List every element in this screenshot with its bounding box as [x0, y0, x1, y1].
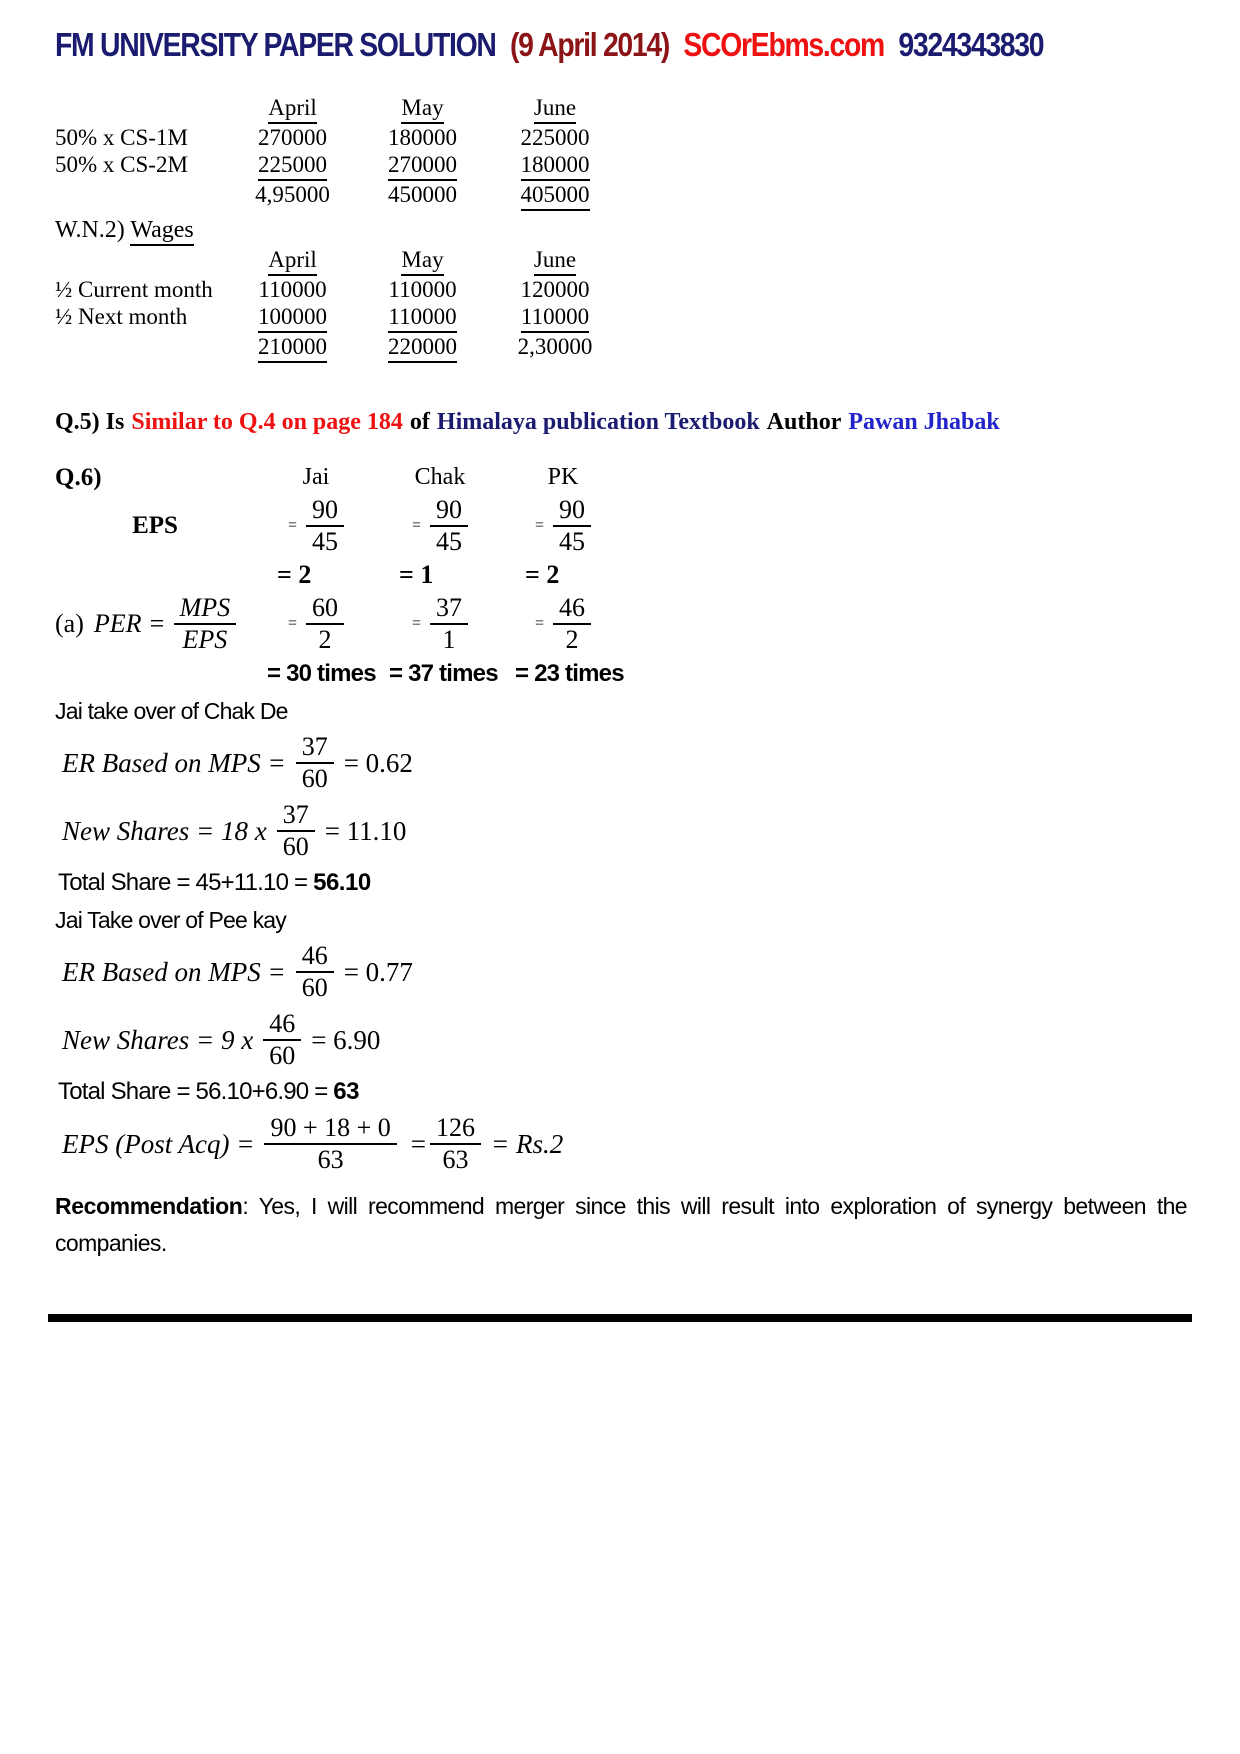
per-result-row — [55, 660, 1240, 688]
per-result-pk: = 23 times — [515, 660, 624, 687]
q5-author-name: Pawan Jhabak — [848, 409, 1000, 435]
empty-cell — [55, 94, 230, 124]
total-value: 2,30000 — [517, 334, 593, 359]
per-formula: (a) PER = MPS EPS — [55, 594, 255, 654]
new-shares-label: New Shares = 9 x — [62, 1024, 254, 1055]
cell-value: 180000 — [388, 125, 457, 150]
empty-cell — [55, 181, 230, 211]
eps-fraction-chak: = $\frac{90}{45}$ — [377, 496, 503, 556]
row-label: ½ Next month — [55, 304, 188, 329]
col-header-april: April — [230, 94, 355, 124]
new-shares-pk-line: New Shares = 9 x $\frac{46}{60}$ = 6.90 — [62, 1009, 381, 1070]
er-label: ER Based on MPS = — [62, 956, 286, 987]
cell-value: 100000 — [230, 303, 355, 333]
cs-table-header-row — [55, 94, 1240, 124]
total-share-pk-line — [58, 1078, 1240, 1106]
er-result: = 0.62 — [343, 747, 413, 778]
table-row — [55, 151, 1240, 181]
q5-textbook: Himalaya publication Textbook — [436, 409, 760, 435]
er-chak-line: ER Based on MPS = $\frac{37}{60}$ = 0.62 — [62, 732, 413, 793]
total-share-value: 63 — [333, 1078, 359, 1105]
per-result-chak: = 37 times — [389, 660, 498, 687]
q6-company-header-row — [55, 464, 1240, 492]
col-header-may: May — [355, 94, 490, 124]
q5-author-word: Author — [766, 409, 842, 435]
title-phone: 9324343830 — [898, 26, 1044, 63]
er-result: = 0.77 — [343, 956, 413, 987]
per-fraction-pk: = $\frac{46}{2}$ — [503, 594, 623, 654]
wages-header-row — [55, 246, 1240, 276]
takeover-chak-heading: Jai take over of Chak De — [55, 698, 288, 724]
col-header-june: June — [490, 246, 620, 276]
er-label: ER Based on MPS = — [62, 747, 286, 778]
table-row — [55, 276, 1240, 303]
company-jai: Jai — [302, 464, 330, 490]
row-label: ½ Current month — [55, 277, 213, 302]
table-total-row — [55, 333, 1240, 363]
total-share-label: Total Share = 56.10+6.90 = — [58, 1078, 334, 1105]
takeover-pk-heading: Jai Take over of Pee kay — [55, 907, 286, 933]
cell-value: 225000 — [230, 151, 355, 181]
q5-prefix: Q.5) Is — [55, 409, 125, 435]
wages-heading — [55, 217, 1240, 244]
table-row — [55, 303, 1240, 333]
new-shares-label: New Shares = 18 x — [62, 815, 267, 846]
per-prefix: (a) — [55, 609, 84, 638]
per-result-jai: = 30 times — [267, 660, 376, 687]
wages-heading-prefix: W.N.2) — [55, 217, 125, 243]
col-header-june: June — [490, 94, 620, 124]
cell-value: 270000 — [355, 151, 490, 181]
company-chak: Chak — [414, 464, 466, 490]
eps-post-label: EPS (Post Acq) = — [62, 1128, 255, 1159]
recommendation-label: Recommendation — [55, 1193, 243, 1219]
equals-sign: = — [410, 1128, 426, 1159]
table-total-row — [55, 181, 1240, 211]
cell-value: 270000 — [258, 125, 327, 150]
eps-result-chak: = 1 — [399, 560, 434, 589]
wages-heading-word: Wages — [130, 217, 193, 246]
er-pk-line: ER Based on MPS = $\frac{46}{60}$ = 0.77 — [62, 941, 413, 1002]
new-shares-result: = 11.10 — [324, 815, 407, 846]
empty-cell — [55, 333, 230, 363]
per-label: PER = — [93, 609, 166, 638]
total-share-chak-line — [58, 869, 1240, 897]
total-value: 405000 — [490, 181, 620, 211]
empty-cell — [55, 560, 255, 590]
per-fraction-jai: = $\frac{60}{2}$ — [255, 594, 377, 654]
total-value: 210000 — [230, 333, 355, 363]
col-header-may: May — [355, 246, 490, 276]
q5-of: of — [409, 409, 430, 435]
eps-label: EPS — [132, 512, 178, 539]
eps-result-jai: = 2 — [277, 560, 312, 589]
per-fraction-chak: = $\frac{37}{1}$ — [377, 594, 503, 654]
q5-reference-line — [55, 409, 1240, 436]
cell-value: 120000 — [520, 277, 590, 302]
total-share-label: Total Share = 45+11.10 = — [58, 869, 314, 896]
eps-fraction-row — [55, 496, 1240, 556]
title-main: FM UNIVERSITY PAPER SOLUTION — [55, 26, 496, 63]
eps-post-acq-line: EPS (Post Acq) = $\frac{90 + 18 + 0}{63}$ = $\frac{126}{63}$ = Rs.2 — [62, 1113, 564, 1174]
cell-value: 110000 — [355, 303, 490, 333]
new-shares-chak-line: New Shares = 18 x $\frac{37}{60}$ = 11.10 — [62, 800, 407, 861]
q6-label: Q.6) — [55, 464, 102, 491]
bottom-divider — [48, 1314, 1192, 1322]
eps-post-result: = Rs.2 — [491, 1128, 564, 1159]
col-header-april: April — [230, 246, 355, 276]
total-value: 450000 — [388, 182, 457, 207]
per-fraction-row — [55, 594, 1240, 654]
row-label: 50% x CS-2M — [55, 152, 188, 177]
cell-value: 180000 — [490, 151, 620, 181]
total-value: 220000 — [355, 333, 490, 363]
total-value: 4,95000 — [255, 182, 330, 207]
empty-cell — [55, 660, 255, 688]
cell-value: 110000 — [490, 303, 620, 333]
cell-value: 225000 — [520, 125, 590, 150]
wages-table — [55, 246, 1240, 363]
page-title — [55, 26, 1074, 64]
recommendation-paragraph — [55, 1188, 1187, 1262]
empty-cell — [55, 246, 230, 276]
eps-result-row — [55, 560, 1240, 590]
new-shares-result: = 6.90 — [311, 1024, 381, 1055]
q5-similar-note: Similar to Q.4 on page 184 — [131, 409, 403, 435]
title-site-link: SCOrEbms.com — [683, 26, 885, 63]
cell-value: 110000 — [388, 277, 457, 302]
eps-fraction-jai: = $\frac{90}{45}$ — [255, 496, 377, 556]
cs-table — [55, 94, 1240, 211]
table-row — [55, 124, 1240, 151]
eps-result-pk: = 2 — [525, 560, 560, 589]
recommendation-text: : Yes, I will recommend merger since this will result into exploration of synergy between the companies. — [55, 1193, 1187, 1256]
cell-value: 110000 — [258, 277, 327, 302]
title-date: (9 April 2014) — [509, 26, 670, 63]
row-label: 50% x CS-1M — [55, 125, 188, 150]
eps-fraction-pk: = $\frac{90}{45}$ — [503, 496, 623, 556]
company-pk: PK — [547, 464, 579, 490]
total-share-value: 56.10 — [313, 869, 371, 896]
